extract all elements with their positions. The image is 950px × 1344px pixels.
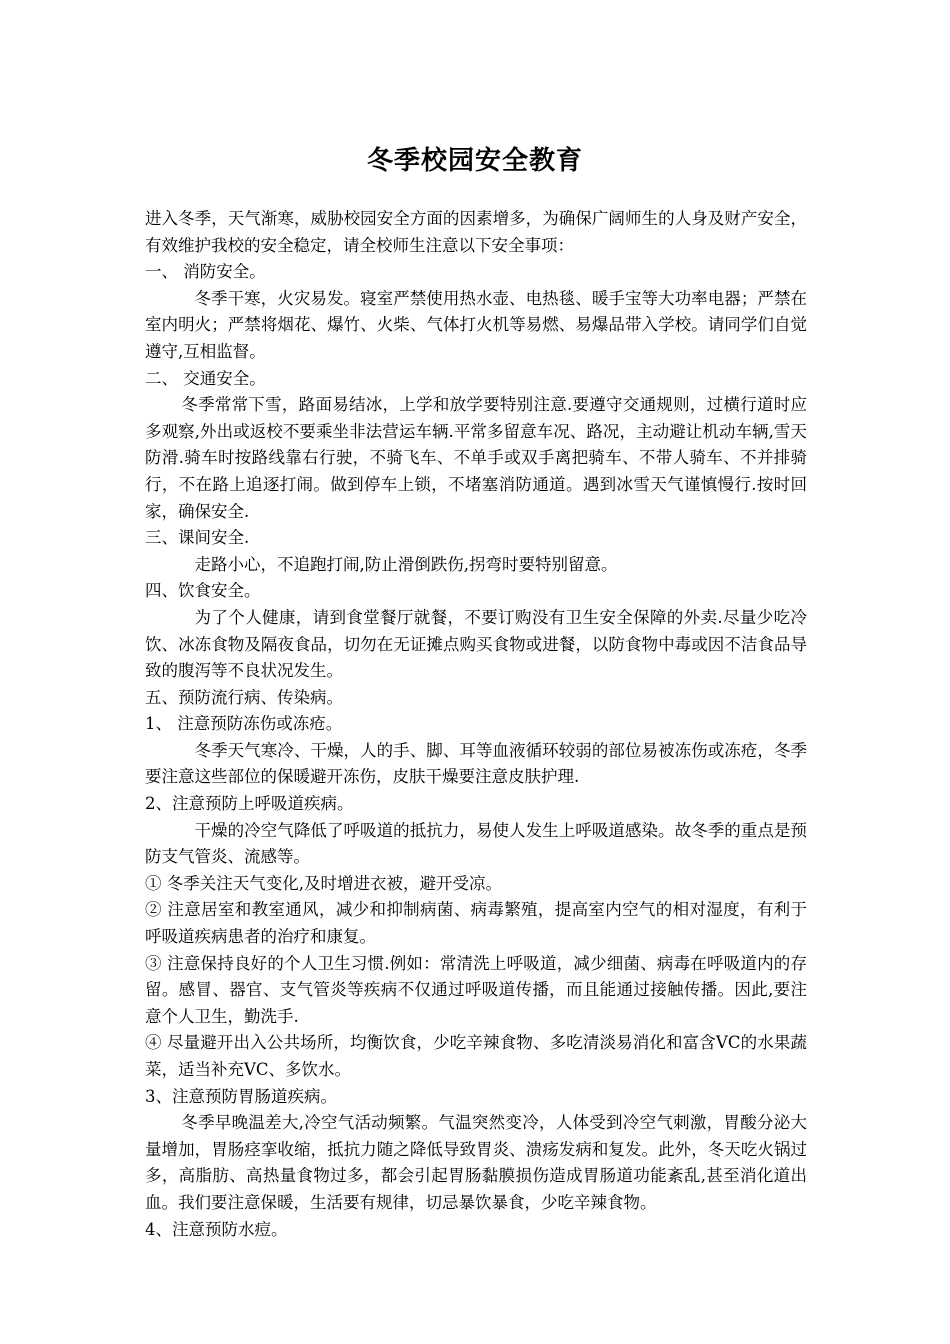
section-heading-recess: 三、课间安全. xyxy=(145,528,250,548)
frostbite-paragraph: 冬季天气寒冷、干燥，人的手、脚、耳等血液循环较弱的部位易被冻伤或冻疮，冬季要注意这些部位的保暖避开冻伤，皮肤干燥要注意皮肤护理. xyxy=(145,740,807,787)
subheading-frostbite: 1、 注意预防冻伤或冻疮。 xyxy=(145,714,343,734)
recess-safety-paragraph: 走路小心，不追跑打闹,防止滑倒跌伤,拐弯时要特别留意。 xyxy=(194,554,618,574)
respiratory-item-2: ② 注意居室和教室通风，减少和抑制病菌、病毒繁殖，提高室内空气的相对湿度，有利于呼吸道疾病患者的治疗和康复。 xyxy=(145,900,807,947)
respiratory-item-3: ③ 注意保持良好的个人卫生习惯.例如：常清洗上呼吸道，减少细菌、病毒在呼吸道内的存留。感冒、器官、支气管炎等疾病不仅通过呼吸道传播，而且能通过接触传播。因此,要注意个人卫生，勤洗手. xyxy=(145,953,807,1026)
subheading-gastro: 3、注意预防胃肠道疾病。 xyxy=(145,1086,337,1106)
subheading-respiratory: 2、注意预防上呼吸道疾病。 xyxy=(145,794,354,814)
document-body xyxy=(145,206,807,1243)
fire-safety-paragraph: 冬季干寒，火灾易发。寝室严禁使用热水壶、电热毯、暖手宝等大功率电器；严禁在室内明火；严禁将烟花、爆竹、火柴、气体打火机等易燃、易爆品带入学校。请同学们自觉遵守,互相监督。 xyxy=(145,288,807,361)
respiratory-paragraph: 干燥的冷空气降低了呼吸道的抵抗力，易使人发生上呼吸道感染。故冬季的重点是预防支气管炎、流感等。 xyxy=(145,820,807,867)
section-heading-disease: 五、预防流行病、传染病。 xyxy=(145,687,343,707)
respiratory-item-1: ① 冬季关注天气变化,及时增进衣被，避开受凉。 xyxy=(145,873,502,893)
section-heading-fire: 一、 消防安全。 xyxy=(145,262,266,282)
gastro-paragraph: 冬季早晚温差大,冷空气活动频繁。气温突然变冷，人体受到冷空气刺激，胃酸分泌大量增加，胃肠痉挛收缩，抵抗力随之降低导致胃炎、溃疡发病和复发。此外，冬天吃火锅过多，高脂肪、高热量食物过多，都会引起胃肠黏膜损伤造成胃肠道功能紊乱,甚至消化道出血。我们要注意保暖，生活要有规律，切忌暴饮暴食，少吃辛辣食物。 xyxy=(145,1113,807,1212)
food-safety-paragraph: 为了个人健康，请到食堂餐厅就餐，不要订购没有卫生安全保障的外卖.尽量少吃冷饮、冰冻食物及隔夜食品，切勿在无证摊点购买食物或进餐，以防食物中毒或因不洁食品导致的腹泻等不良状况发生。 xyxy=(145,607,807,681)
subheading-chickenpox: 4、注意预防水痘。 xyxy=(145,1219,288,1239)
respiratory-item-4: ④ 尽量避开出入公共场所，均衡饮食，少吃辛辣食物、多吃清淡易消化和富含VC的水果蔬菜，适当补充VC、多饮水。 xyxy=(145,1033,807,1079)
intro-paragraph: 进入冬季，天气渐寒，威胁校园安全方面的因素增多，为确保广阔师生的人身及财产安全，有效维护我校的安全稳定，请全校师生注意以下安全事项： xyxy=(145,209,807,255)
section-heading-traffic: 二、 交通安全。 xyxy=(145,368,266,388)
document-title: 冬季校园安全教育 xyxy=(366,146,583,176)
traffic-safety-paragraph: 冬季常常下雪，路面易结冰，上学和放学要特别注意.要遵守交通规则，过横行道时应多观察,外出或返校不要乘坐非法营运车辆.平常多留意车况、路况，主动避让机动车辆,雪天防滑.骑车时按路线靠右行驶，不骑飞车、不单手或双手离把骑车、不带人骑车、不并排骑行，不在路上追逐打闹。做到停车上锁，不堵塞消防通道。遇到冰雪天气谨慎慢行.按时回家，确保安全. xyxy=(145,395,807,521)
section-heading-food: 四、饮食安全。 xyxy=(145,581,261,601)
